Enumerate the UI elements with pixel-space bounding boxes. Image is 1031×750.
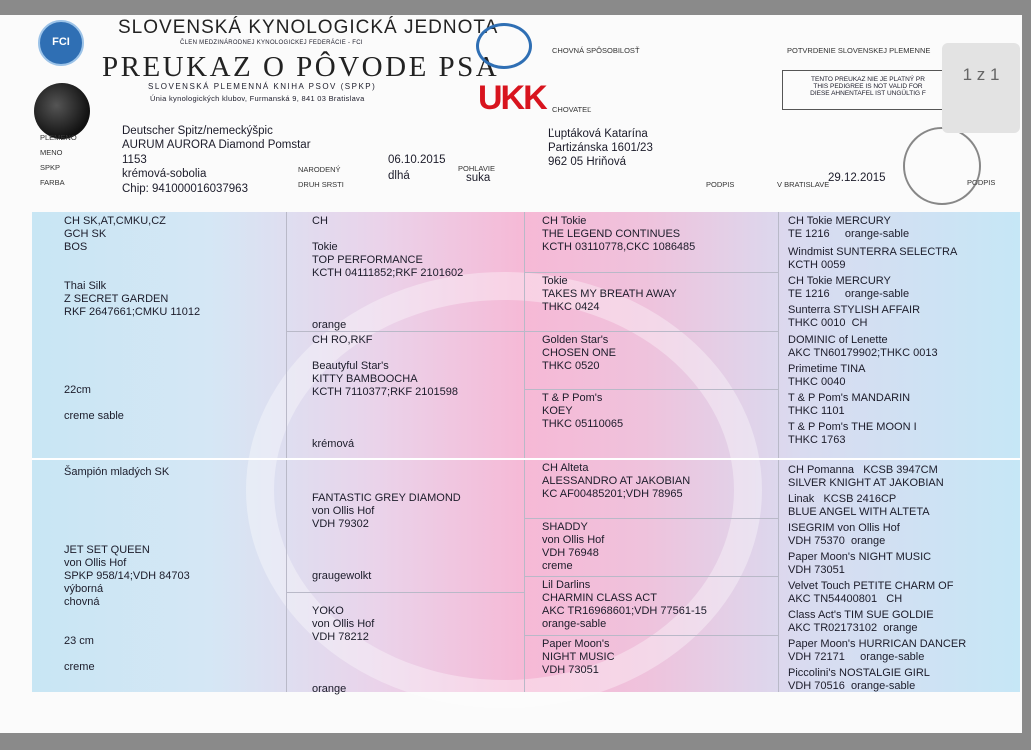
- fci-logo-text: FCI: [52, 36, 70, 48]
- page-indicator-text: 1 z 1: [962, 65, 1000, 84]
- validity-notice-box: [782, 70, 954, 110]
- gen3-6: SHADDY von Ollis Hof VDH 76948 creme: [542, 521, 605, 572]
- skj-logo: [476, 23, 532, 69]
- spkp-value: 1153: [122, 154, 147, 166]
- breeder-city: 962 05 Hriňová: [548, 156, 626, 168]
- meno-label: MENO: [40, 148, 63, 157]
- gen4-10: Linak KCSB 2416CP BLUE ANGEL WITH ALTETA: [788, 493, 930, 518]
- plemeno-value: Deutscher Spitz/nemeckýšpic: [122, 125, 273, 137]
- chovna-label: CHOVNÁ SPÔSOBILOSŤ: [552, 46, 640, 55]
- document-title: PREUKAZ O PÔVODE PSA: [102, 51, 500, 83]
- gen4-5: DOMINIC of Lenette AKC TN60179902;THKC 0013: [788, 334, 938, 359]
- gen4-12: Paper Moon's NIGHT MUSIC VDH 73051: [788, 551, 932, 576]
- potvrdenie-label: POTVRDENIE SLOVENSKEJ PLEMENNE: [787, 46, 931, 55]
- gen4-1: CH Tokie MERCURY TE 1216 orange-sable: [788, 215, 910, 240]
- issue-date: 29.12.2015: [828, 172, 886, 184]
- plemeno-label: PLEMENO: [40, 133, 77, 142]
- gen3-4: T & P Pom's KOEY THKC 05110065: [542, 392, 624, 430]
- fci-logo: [38, 20, 84, 66]
- gen4-8: T & P Pom's THE MOON I THKC 1763: [788, 421, 917, 446]
- gen4-9: CH Pomanna KCSB 3947CM SILVER KNIGHT AT JAKOBIAN: [788, 464, 944, 489]
- meno-value: AURUM AURORA Diamond Pomstar: [122, 139, 311, 151]
- chip-value: Chip: 941000016037963: [122, 183, 248, 195]
- gen4-3: CH Tokie MERCURY TE 1216 orange-sable: [788, 275, 910, 300]
- gen4-4: Sunterra STYLISH AFFAIR THKC 0010 CH: [788, 304, 921, 329]
- pedigree-document: [0, 15, 1022, 733]
- notice-line-3: DIESE AHNENTAFEL IST UNGÜLTIG F: [810, 90, 926, 97]
- granddam-paternal: CH RO,RKF Beautyful Star's KITTY BAMBOOCHA KCTH 7110377;RKF 2101598 krémová: [312, 334, 458, 450]
- breeder-street: Partizánska 1601/23: [548, 142, 653, 154]
- podpis-label-2: PODPIS: [967, 178, 996, 187]
- birth-date: 06.10.2015: [388, 154, 446, 166]
- gen3-7: Lil Darlins CHARMIN CLASS ACT AKC TR16968601;VDH 77561-15 orange-sable: [542, 579, 707, 630]
- granddam-maternal: YOKO von Ollis Hof VDH 78212 orange: [312, 605, 375, 695]
- sire: CH SK,AT,CMKU,CZ GCH SK BOS Thai Silk Z SECRET GARDEN RKF 2647661;CMKU 11012 22cm creme sable: [64, 215, 201, 422]
- notice-line-2: THIS PEDIGREE IS NOT VALID FOR: [813, 83, 923, 90]
- gen3-2: Tokie TAKES MY BREATH AWAY THKC 0424: [542, 275, 677, 313]
- gen3-3: Golden Star's CHOSEN ONE THKC 0520: [542, 334, 616, 372]
- official-stamp: [903, 127, 981, 205]
- org-subtitle: ČLEN MEDZINÁRODNEJ KYNOLOGICKEJ FEDERÁCIE - FCI: [180, 40, 363, 46]
- gen4-13: Velvet Touch PETITE CHARM OF AKC TN54400801 CH: [788, 580, 954, 605]
- gen3-1: CH Tokie THE LEGEND CONTINUES KCTH 03110778,CKC 1086485: [542, 215, 696, 253]
- gen4-16: Piccolini's NOSTALGIE GIRL VDH 70516 orange-sable: [788, 667, 930, 692]
- gen4-15: Paper Moon's HURRICAN DANCER VDH 72171 orange-sable: [788, 638, 967, 663]
- page-indicator[interactable]: [942, 43, 1020, 133]
- chovatel-label: CHOVATEĽ: [552, 105, 592, 114]
- grandsire-paternal: CH Tokie TOP PERFORMANCE KCTH 04111852;RKF 2101602 orange: [312, 215, 464, 331]
- druh-srsti-label: DRUH SRSTI: [298, 180, 344, 189]
- notice-line-1: TENTO PREUKAZ NIE JE PLATNÝ PR: [811, 76, 925, 83]
- gen4-11: ISEGRIM von Ollis Hof VDH 75370 orange: [788, 522, 900, 547]
- coat-type: dlhá: [388, 170, 410, 182]
- stud-book: SLOVENSKÁ PLEMENNÁ KNIHA PSOV (SPKP): [148, 82, 377, 91]
- spkp-label: SPKP: [40, 163, 61, 172]
- gen4-2: Windmist SUNTERRA SELECTRA KCTH 0059: [788, 246, 958, 271]
- gen4-7: T & P Pom's MANDARIN THKC 1101: [788, 392, 911, 417]
- gen3-5: CH Alteta ALESSANDRO AT JAKOBIAN KC AF00485201;VDH 78965: [542, 462, 691, 500]
- breeder-name: Ľuptáková Katarína: [548, 128, 648, 140]
- org-name: SLOVENSKÁ KYNOLOGICKÁ JEDNOTA: [118, 17, 499, 38]
- pohlavie-label: POHLAVIE: [458, 164, 495, 173]
- narodeny-label: NARODENÝ: [298, 165, 341, 174]
- union-address: Únia kynologických klubov, Furmanská 9, 841 03 Bratislava: [150, 94, 365, 103]
- ukk-logo: UKK: [478, 79, 546, 117]
- farba-label: FARBA: [40, 178, 65, 187]
- v-bratislave-label: V BRATISLAVE: [777, 180, 830, 189]
- farba-value: krémová-sobolia: [122, 168, 207, 180]
- sex-value: suka: [466, 172, 491, 184]
- gen4-14: Class Act's TIM SUE GOLDIE AKC TR02173102 orange: [788, 609, 934, 634]
- podpis-label: PODPIS: [706, 180, 735, 189]
- gen4-6: Primetime TINA THKC 0040: [788, 363, 866, 388]
- dam: Šampión mladých SK JET SET QUEEN von Ollis Hof SPKP 958/14;VDH 84703 výborná chovná 23 cm creme: [64, 466, 190, 673]
- gen3-8: Paper Moon's NIGHT MUSIC VDH 73051: [542, 638, 615, 676]
- skj-emblem-logo: [34, 83, 90, 139]
- pedigree-table: [32, 212, 1020, 695]
- grandsire-maternal: FANTASTIC GREY DIAMOND von Ollis Hof VDH 79302 graugewolkt: [312, 492, 461, 582]
